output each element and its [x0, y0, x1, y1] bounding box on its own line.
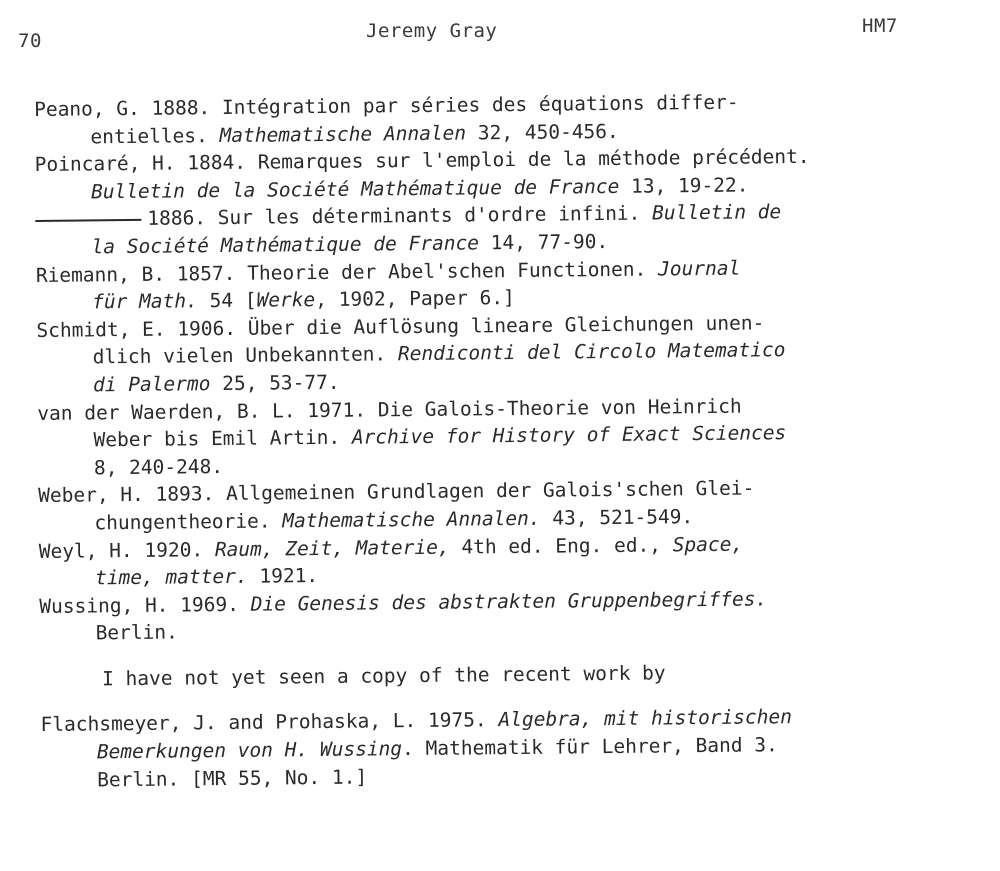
- reference-text: 13, 19-22.: [619, 173, 749, 198]
- reference-title-italic: Bulletin de: [651, 200, 782, 225]
- reference-text: Flachsmeyer, J. and Prohaska, L. 1975.: [40, 708, 499, 737]
- reference-title-italic: Raum, Zeit, Materie,: [214, 535, 450, 561]
- journal-code: HM7: [862, 15, 898, 37]
- reference-title-italic: Die Genesis des abstrakten Gruppenbegriffes.: [250, 587, 768, 616]
- reference-entry: [35, 141, 976, 206]
- reference-title-italic: Space,: [672, 532, 744, 556]
- reference-list: [34, 86, 981, 794]
- reference-title-italic: Bulletin de la Société Mathématique de France: [90, 174, 620, 204]
- page-number: 70: [18, 30, 42, 52]
- same-author-dash: [35, 219, 141, 222]
- reference-text: Peano, G. 1888. Intégration par séries des équations differ-: [34, 90, 739, 121]
- reference-text: Schmidt, E. 1906. Über die Auflösung lineare Gleichungen unen-: [36, 311, 765, 342]
- reference-text: . Mathematik für Lehrer, Band 3.: [401, 733, 778, 761]
- reference-text: Weber, H. 1893. Allgemeinen Grundlagen der Galois'schen Glei-: [38, 476, 755, 508]
- reference-title-italic: di Palermo: [92, 372, 211, 397]
- reference-entry: [39, 583, 980, 648]
- reference-text: chungentheorie.: [94, 509, 283, 535]
- reference-text: Riemann, B. 1857. Theorie der Abel'schen Functionen.: [35, 257, 659, 287]
- reference-title-italic: Bemerkungen von H. Wussing: [96, 737, 403, 764]
- reference-title-italic: Journal: [657, 256, 741, 281]
- reference-title-italic: time, matter.: [94, 564, 248, 590]
- reference-text: Berlin. [MR 55, No. 1.]: [97, 765, 368, 792]
- reference-text: Wussing, H. 1969.: [39, 592, 251, 618]
- reference-text: 14, 77-90.: [478, 229, 609, 255]
- reference-title-italic: Archive for History of Exact Sciences: [351, 421, 787, 449]
- reference-text: van der Waerden, B. L. 1971. Die Galois-Theorie von Heinrich: [37, 394, 742, 425]
- author-note: I have not yet seen a copy of the recent work by: [101, 661, 666, 691]
- reference-text: entielles.: [90, 123, 220, 149]
- reference-title-italic: Algebra, mit historischen: [498, 705, 793, 732]
- reference-entry: [34, 86, 975, 151]
- reference-text: 25, 53-77.: [210, 370, 340, 396]
- reference-text: Weber bis Emil Artin.: [93, 425, 352, 452]
- reference-entry: [38, 472, 979, 537]
- reference-entry: [36, 307, 977, 400]
- reference-title-italic: Rendiconti del Circolo Matematico: [397, 338, 786, 366]
- reference-title-italic: für Math.: [92, 289, 198, 314]
- reference-text: Weyl, H. 1920.: [38, 537, 215, 563]
- reference-text: , 1902, Paper 6.]: [315, 286, 515, 312]
- reference-entry: [36, 252, 977, 317]
- reference-entry: [39, 528, 980, 593]
- reference-title-italic: Werke: [256, 288, 316, 312]
- reference-entry: [40, 702, 981, 795]
- reference-entry: [37, 390, 978, 483]
- reference-text: Berlin.: [95, 620, 178, 645]
- reference-text: 1886. Sur les déterminants d'ordre infini.: [147, 201, 653, 231]
- reference-text: dlich vielen Unbekannten.: [92, 342, 399, 369]
- running-head-author: Jeremy Gray: [366, 20, 498, 42]
- reference-title-italic: Mathematische Annalen.: [282, 506, 541, 533]
- reference-title-italic: Mathematische Annalen: [219, 121, 467, 147]
- reference-text: Poincaré, H. 1884. Remarques sur l'emploi de la méthode précédent.: [34, 145, 810, 177]
- reference-entry: [35, 197, 976, 262]
- reference-text: 8, 240-248.: [93, 454, 224, 480]
- reference-text: 43, 521-549.: [540, 505, 694, 530]
- reference-text: 32, 450-456.: [465, 119, 619, 145]
- reference-text: 1921.: [247, 564, 319, 588]
- reference-text: 54 [: [197, 288, 257, 313]
- reference-title-italic: la Société Mathématique de France: [91, 231, 480, 259]
- reference-text: 4th ed. Eng. ed.,: [449, 532, 673, 559]
